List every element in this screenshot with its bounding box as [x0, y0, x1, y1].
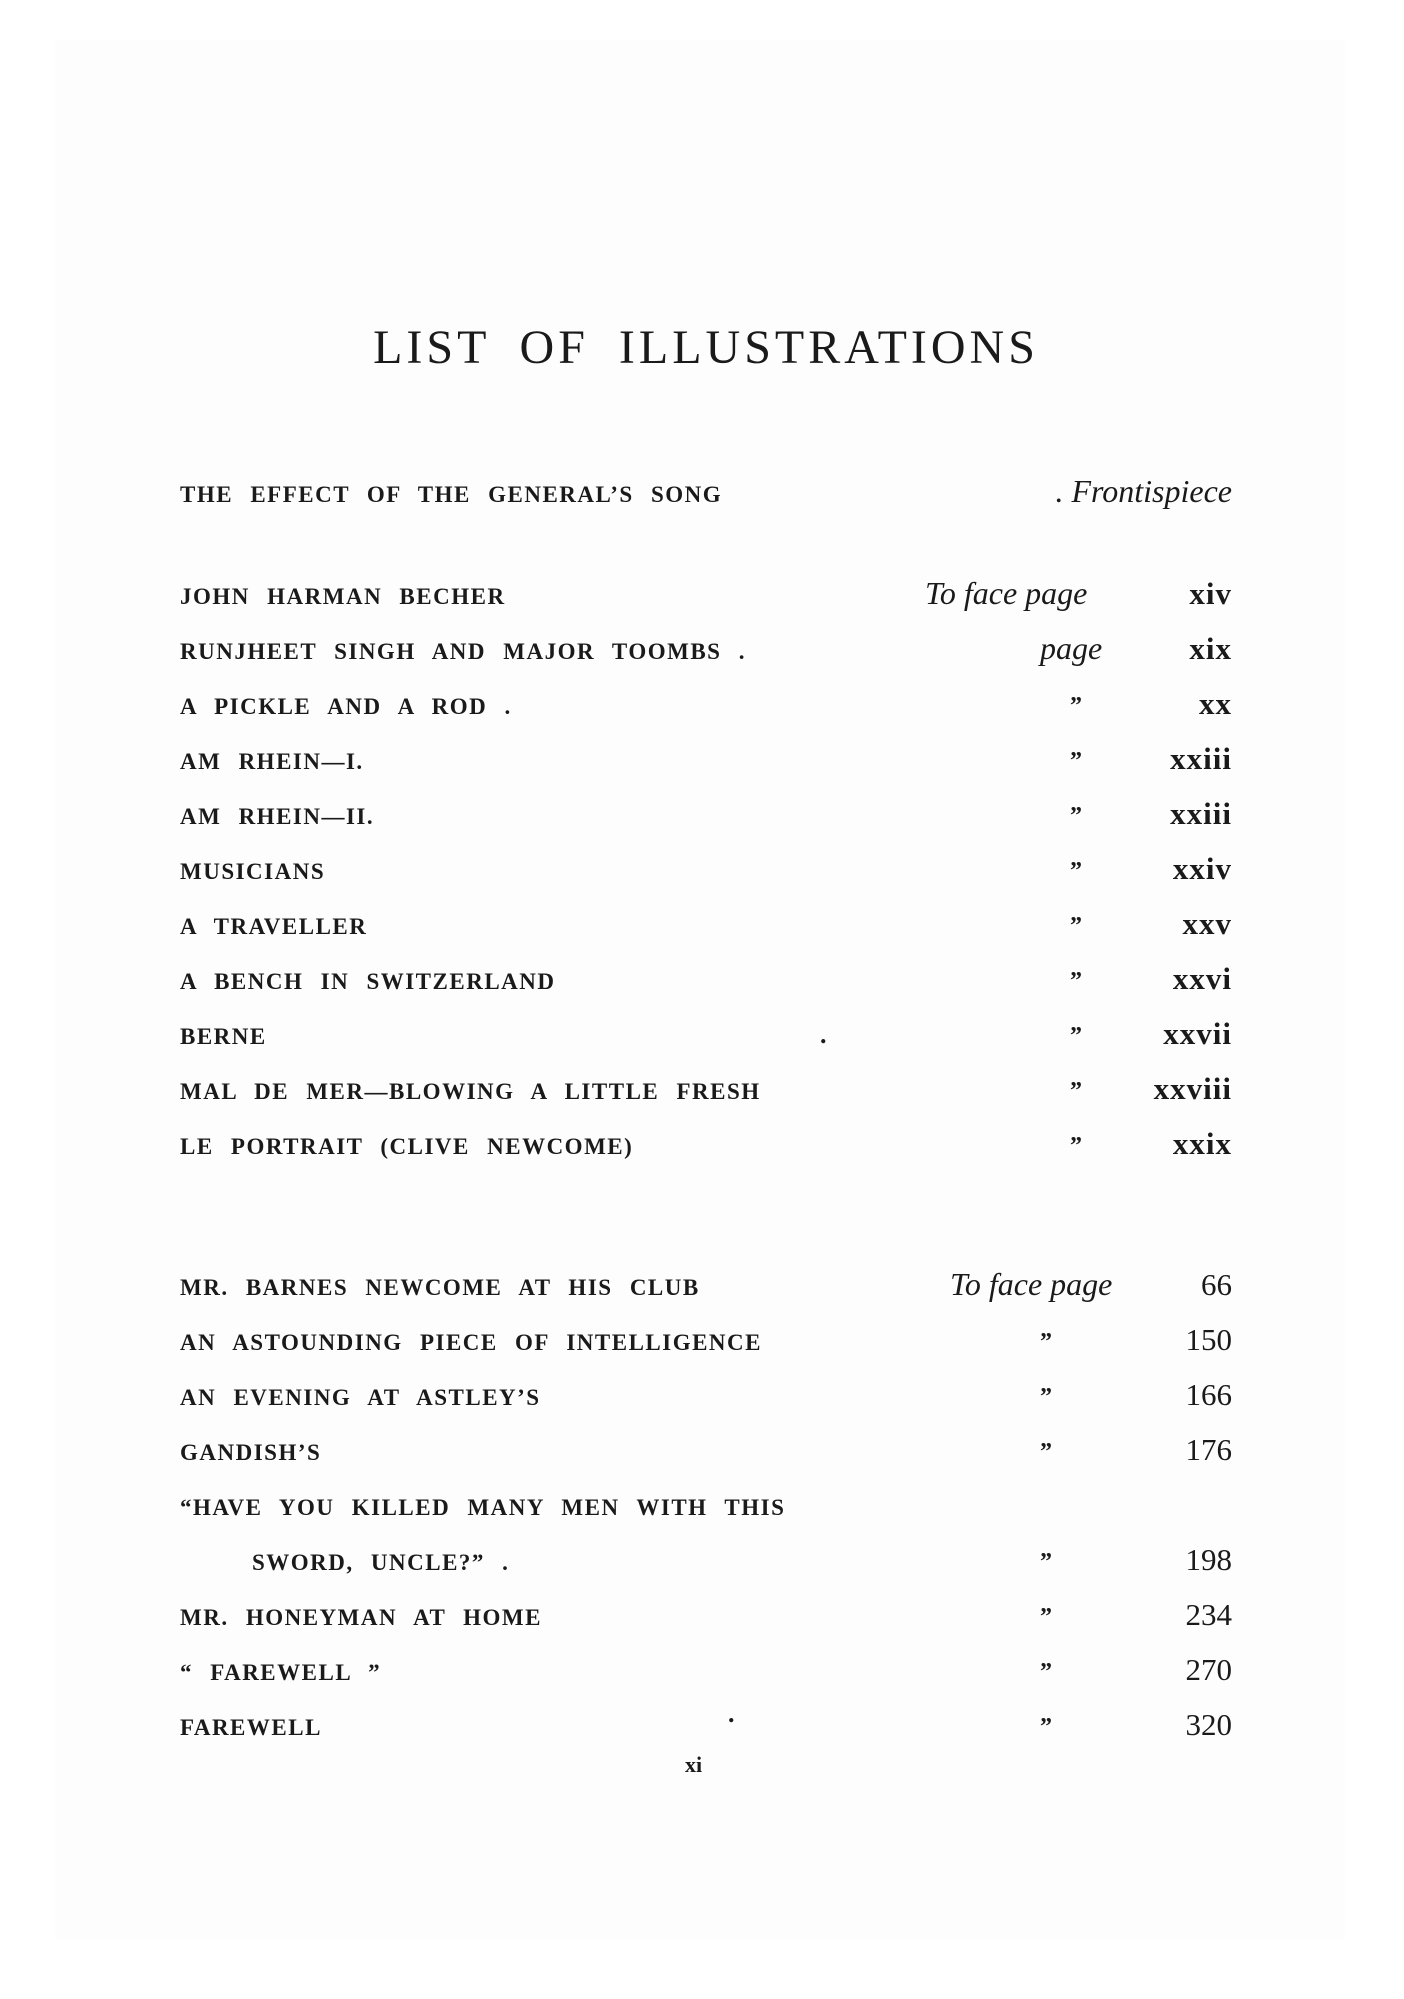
page-number: xxvii: [1163, 1016, 1232, 1051]
entry-title: MR. HONEYMAN AT HOME: [180, 1605, 542, 1630]
page-number: xx: [1199, 686, 1232, 721]
page-number: 234: [1185, 1597, 1232, 1632]
page-number: xix: [1189, 631, 1232, 666]
list-item: [180, 847, 1232, 891]
ditto-mark: ”: [1070, 1133, 1082, 1159]
entry-title: AM RHEIN—I.: [180, 749, 364, 774]
ditto-mark: ”: [1040, 1549, 1052, 1575]
page-number: xxix: [1172, 1126, 1232, 1161]
list-item: [180, 1263, 1232, 1307]
entry-title: AN EVENING AT ASTLEY’S: [180, 1385, 541, 1410]
entry-title: MAL DE MER—BLOWING A LITTLE FRESH: [180, 1079, 761, 1104]
page-number: 270: [1185, 1652, 1232, 1687]
list-item: [180, 1012, 1232, 1056]
entry-title: “ FAREWELL ”: [180, 1660, 382, 1685]
ditto-mark: ”: [1070, 803, 1082, 829]
ditto-mark: ”: [1070, 1078, 1082, 1104]
list-item: [180, 957, 1232, 1001]
ditto-mark: ”: [1040, 1659, 1052, 1685]
ditto-mark: ”: [1070, 968, 1082, 994]
ditto-mark: ”: [1070, 693, 1082, 719]
page-number: xxiv: [1172, 851, 1232, 886]
list-item: [180, 627, 1232, 671]
ditto-mark: ”: [1040, 1439, 1052, 1465]
entry-title: MR. BARNES NEWCOME AT HIS CLUB: [180, 1275, 700, 1300]
list-item: [180, 1648, 1232, 1692]
entry-title: BERNE: [180, 1024, 267, 1049]
list-item: [180, 1373, 1232, 1417]
ditto-mark: ”: [1040, 1329, 1052, 1355]
ditto-mark: ”: [1070, 1023, 1082, 1049]
page-number: xxv: [1182, 906, 1232, 941]
ditto-mark: ”: [1070, 748, 1082, 774]
page-number: xiv: [1189, 576, 1232, 611]
frontispiece-row: [180, 470, 1232, 514]
entry-title: “HAVE YOU KILLED MANY MEN WITH THIS: [180, 1495, 786, 1520]
list-item: [180, 792, 1232, 836]
entry-title: AN ASTOUNDING PIECE OF INTELLIGENCE: [180, 1330, 762, 1355]
entry-title: AM RHEIN—II.: [180, 804, 375, 829]
page-number: 150: [1185, 1322, 1232, 1357]
list-item: [180, 1483, 1232, 1527]
page-number: 198: [1185, 1542, 1232, 1577]
list-item: [180, 572, 1232, 616]
to-face-page-label: To face page: [925, 575, 1088, 611]
list-item: [180, 1428, 1232, 1472]
page-number: xxviii: [1153, 1071, 1232, 1106]
ditto-mark: ”: [1040, 1384, 1052, 1410]
list-item: [180, 902, 1232, 946]
ditto-mark: ”: [1040, 1714, 1052, 1740]
page-number: 176: [1185, 1432, 1232, 1467]
entry-title: A TRAVELLER: [180, 914, 368, 939]
ditto-mark: ”: [1070, 913, 1082, 939]
entry-title: A PICKLE AND A ROD .: [180, 694, 512, 719]
entry-title: FAREWELL: [180, 1715, 322, 1740]
list-item: [180, 737, 1232, 781]
entry-title: MUSICIANS: [180, 859, 326, 884]
entry-title: JOHN HARMAN BECHER: [180, 584, 506, 609]
list-item-continuation: [180, 1538, 1232, 1582]
page-number: xxiii: [1170, 796, 1232, 831]
frontispiece-ref: . Frontispiece: [1055, 473, 1232, 509]
list-item: [180, 1593, 1232, 1637]
to-face-page-label: To face page: [950, 1266, 1113, 1302]
list-item: [180, 1122, 1232, 1166]
page-number: 166: [1185, 1377, 1232, 1412]
entry-title: GANDISH’S: [180, 1440, 322, 1465]
page-label: page: [1040, 630, 1103, 666]
page-number: xxvi: [1172, 961, 1232, 996]
page-number: xxiii: [1170, 741, 1232, 776]
entry-continuation: SWORD, UNCLE?” .: [252, 1550, 510, 1575]
entry-title: A BENCH IN SWITZERLAND: [180, 969, 556, 994]
leader-dot: .: [728, 1699, 736, 1728]
entry-title: RUNJHEET SINGH AND MAJOR TOOMBS .: [180, 639, 746, 664]
page-folio: xi: [685, 1752, 703, 1777]
list-item: [180, 1318, 1232, 1362]
leader-dot: .: [820, 1020, 828, 1049]
list-item: [180, 1067, 1232, 1111]
list-item: [180, 1699, 1232, 1747]
page-number: 66: [1201, 1267, 1232, 1302]
entry-title: LE PORTRAIT (CLIVE NEWCOME): [180, 1134, 634, 1159]
ditto-mark: ”: [1040, 1604, 1052, 1630]
list-item: [180, 682, 1232, 726]
ditto-mark: ”: [1070, 858, 1082, 884]
entry-title: THE EFFECT OF THE GENERAL’S SONG: [180, 482, 723, 507]
page-number: 320: [1185, 1707, 1232, 1742]
page-title: LIST OF ILLUSTRATIONS: [373, 321, 1039, 374]
